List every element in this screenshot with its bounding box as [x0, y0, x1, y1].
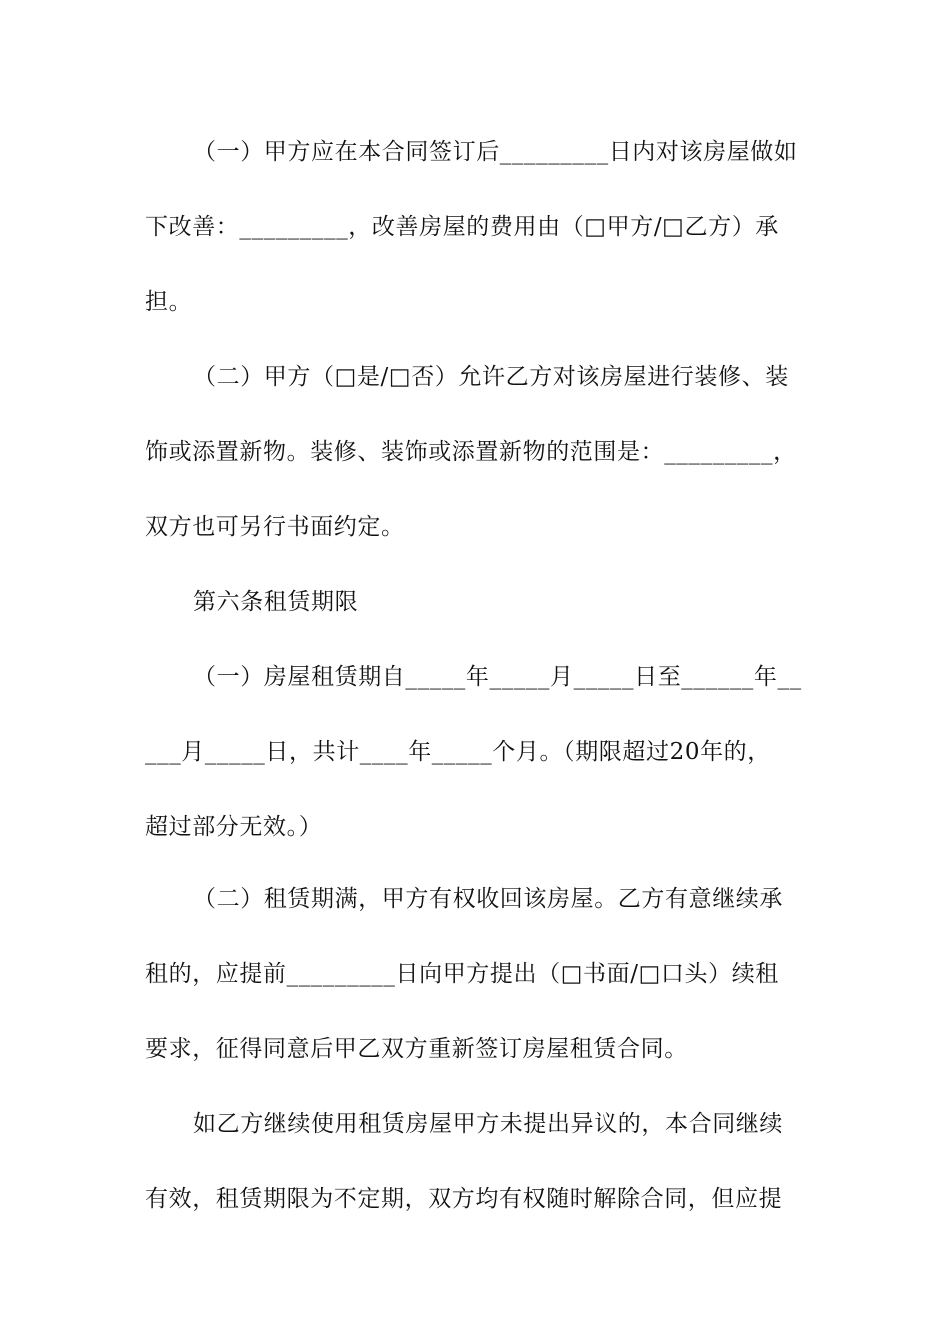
text-line: 双方也可另行书面约定。	[145, 514, 405, 540]
section-heading: 第六条租赁期限	[193, 589, 359, 615]
text-line: 要求，征得同意后甲乙双方重新签订房屋租赁合同。	[145, 1036, 688, 1062]
text-line: 如乙方继续使用租赁房屋甲方未提出异议的，本合同继续	[193, 1111, 783, 1137]
text-line: 有效，租赁期限为不定期，双方均有权随时解除合同，但应提	[145, 1186, 783, 1212]
text-line: 超过部分无效。）	[145, 814, 323, 840]
text-line: 担。	[145, 289, 193, 315]
text-line: ___月_____日，共计____年_____个月。（期限超过20年的，	[145, 739, 771, 765]
text-line: （二）租赁期满，甲方有权收回该房屋。乙方有意继续承	[193, 886, 783, 912]
text-line: （一）甲方应在本合同签订后_________日内对该房屋做如	[193, 139, 798, 165]
text-line: 租的，应提前_________日向甲方提出（□书面/□口头）续租	[145, 961, 779, 987]
text-line: 饰或添置新物。装修、装饰或添置新物的范围是：_________，	[145, 439, 797, 465]
text-line: （二）甲方（□是/□否）允许乙方对该房屋进行装修、装	[193, 364, 789, 390]
text-line: （一）房屋租赁期自_____年_____月_____日至______年__	[193, 664, 802, 690]
text-line: 下改善：_________，改善房屋的费用由（□甲方/□乙方）承	[145, 214, 779, 240]
